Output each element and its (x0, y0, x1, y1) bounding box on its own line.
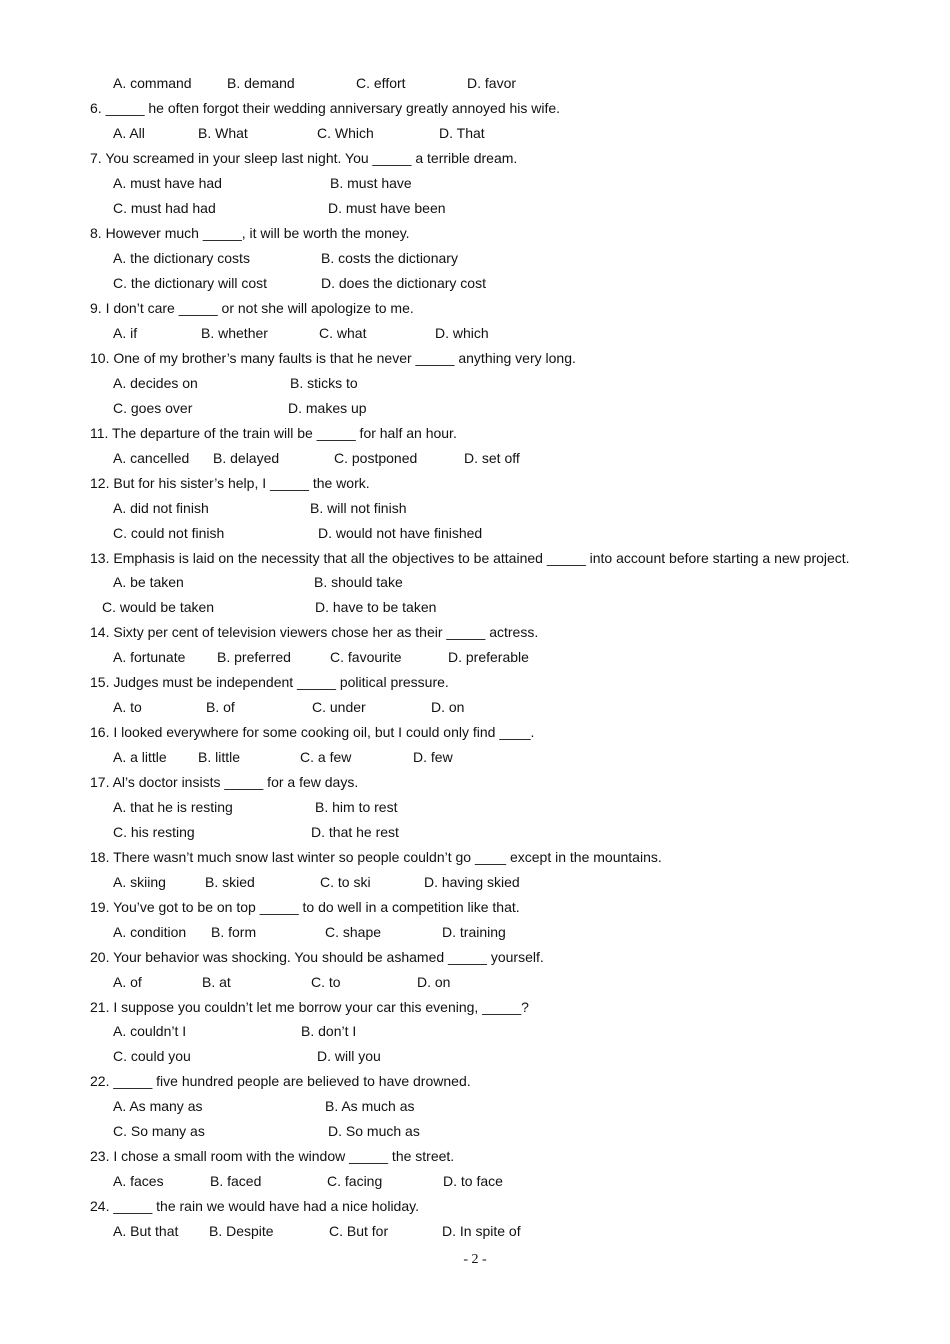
option-text: C. postponed (334, 450, 418, 466)
option-text: D. favor (467, 75, 517, 91)
question-text: 20. Your behavior was shocking. You should be ashamed _____ yourself. (90, 949, 544, 965)
option-text: C. the dictionary will cost (113, 275, 268, 291)
question-text: 10. One of my brother’s many faults is that he never _____ anything very long. (90, 350, 576, 366)
option-text: A. a little (113, 749, 167, 765)
option-text: C. could not finish (113, 525, 225, 541)
option-text: A. fortunate (113, 649, 186, 665)
option-text: C. to (311, 974, 341, 990)
option-text: B. preferred (217, 649, 291, 665)
option-text: C. goes over (113, 400, 193, 416)
option-text: A. be taken (113, 574, 184, 590)
option-text: A. skiing (113, 874, 166, 890)
option-text: D. must have been (328, 200, 446, 216)
option-text: A. of (113, 974, 142, 990)
option-text: D. to face (443, 1173, 503, 1189)
question-text: 23. I chose a small room with the window _____ the street. (90, 1148, 455, 1164)
question-text: 7. You screamed in your sleep last night. You _____ a terrible dream. (90, 150, 518, 166)
question-text: 12. But for his sister’s help, I _____ the work. (90, 475, 370, 491)
option-text: C. Which (317, 125, 374, 141)
option-text: B. faced (210, 1173, 262, 1189)
option-text: D. training (442, 924, 506, 940)
question-text: 19. You’ve got to be on top _____ to do well in a competition like that. (90, 899, 520, 915)
option-text: B. whether (201, 325, 268, 341)
option-text: D. on (431, 699, 465, 715)
option-text: A. the dictionary costs (113, 250, 250, 266)
option-text: C. So many as (113, 1123, 205, 1139)
question-text: 24. _____ the rain we would have had a nice holiday. (90, 1198, 419, 1214)
question-text: 14. Sixty per cent of television viewers chose her as their _____ actress. (90, 624, 539, 640)
option-text: D. In spite of (442, 1223, 521, 1239)
option-text: B. must have (330, 175, 412, 191)
option-text: C. a few (300, 749, 352, 765)
option-text: A. cancelled (113, 450, 190, 466)
option-text: C. what (319, 325, 367, 341)
option-text: A. All (113, 125, 145, 141)
page-number: - 2 - (463, 1252, 487, 1267)
option-text: A. that he is resting (113, 799, 233, 815)
option-text: A. must have had (113, 175, 222, 191)
option-text: A. condition (113, 924, 187, 940)
option-text: D. on (417, 974, 451, 990)
option-text: B. Despite (209, 1223, 274, 1239)
option-text: D. which (435, 325, 489, 341)
option-text: C. effort (356, 75, 406, 91)
question-text: 11. The departure of the train will be _____ for half an hour. (90, 425, 457, 441)
option-text: D. having skied (424, 874, 520, 890)
option-text: A. faces (113, 1173, 164, 1189)
option-text: A. did not finish (113, 500, 209, 516)
option-text: B. will not finish (310, 500, 407, 516)
option-text: B. should take (314, 574, 403, 590)
question-text: 18. There wasn’t much snow last winter so people couldn’t go ____ except in the mountains. (90, 849, 662, 865)
option-text: A. But that (113, 1223, 179, 1239)
option-text: B. him to rest (315, 799, 398, 815)
question-text: 21. I suppose you couldn’t let me borrow your car this evening, _____? (90, 999, 529, 1015)
question-text: 8. However much _____, it will be worth the money. (90, 225, 410, 241)
option-text: B. form (211, 924, 257, 940)
question-text: 6. _____ he often forgot their wedding anniversary greatly annoyed his wife. (90, 100, 561, 116)
option-text: D. preferable (448, 649, 529, 665)
option-text: C. But for (329, 1223, 389, 1239)
option-text: C. to ski (320, 874, 371, 890)
option-text: B. costs the dictionary (321, 250, 458, 266)
question-text: 22. _____ five hundred people are believed to have drowned. (90, 1073, 471, 1089)
option-text: B. skied (205, 874, 255, 890)
option-text: B. As much as (325, 1098, 415, 1114)
question-text: 17. Al’s doctor insists _____ for a few days. (90, 774, 359, 790)
option-text: D. That (439, 125, 485, 141)
option-text: C. favourite (330, 649, 402, 665)
option-text: A. if (113, 325, 138, 341)
option-text: D. that he rest (311, 824, 399, 840)
option-text: B. of (206, 699, 235, 715)
option-text: A. to (113, 699, 142, 715)
option-text: B. little (198, 749, 241, 765)
option-text: A. couldn’t I (113, 1023, 187, 1039)
question-text: 15. Judges must be independent _____ political pressure. (90, 674, 449, 690)
option-text: A. As many as (113, 1098, 203, 1114)
option-text: C. facing (327, 1173, 383, 1189)
option-text: D. would not have finished (318, 525, 483, 541)
option-text: C. must had had (113, 200, 216, 216)
option-text: D. few (413, 749, 453, 765)
option-text: D. does the dictionary cost (321, 275, 486, 291)
option-text: B. What (198, 125, 248, 141)
option-text: C. under (312, 699, 366, 715)
option-text: C. his resting (113, 824, 195, 840)
option-text: C. would be taken (102, 599, 215, 615)
option-text: D. So much as (328, 1123, 420, 1139)
option-text: A. decides on (113, 375, 198, 391)
option-text: B. don’t I (301, 1023, 357, 1039)
question-text: 16. I looked everywhere for some cooking oil, but I could only find ____. (90, 724, 535, 740)
option-text: B. delayed (213, 450, 280, 466)
option-text: D. makes up (288, 400, 367, 416)
question-text: 9. I don’t care _____ or not she will apologize to me. (90, 300, 414, 316)
option-text: B. demand (227, 75, 295, 91)
question-text: 13. Emphasis is laid on the necessity that all the objectives to be attained _____ into account before starting a new project. (90, 550, 850, 566)
option-text: B. sticks to (290, 375, 358, 391)
option-text: A. command (113, 75, 192, 91)
option-text: C. could you (113, 1048, 191, 1064)
option-text: C. shape (325, 924, 382, 940)
option-text: D. set off (464, 450, 520, 466)
option-text: B. at (202, 974, 231, 990)
option-text: D. will you (317, 1048, 381, 1064)
option-text: D. have to be taken (315, 599, 437, 615)
